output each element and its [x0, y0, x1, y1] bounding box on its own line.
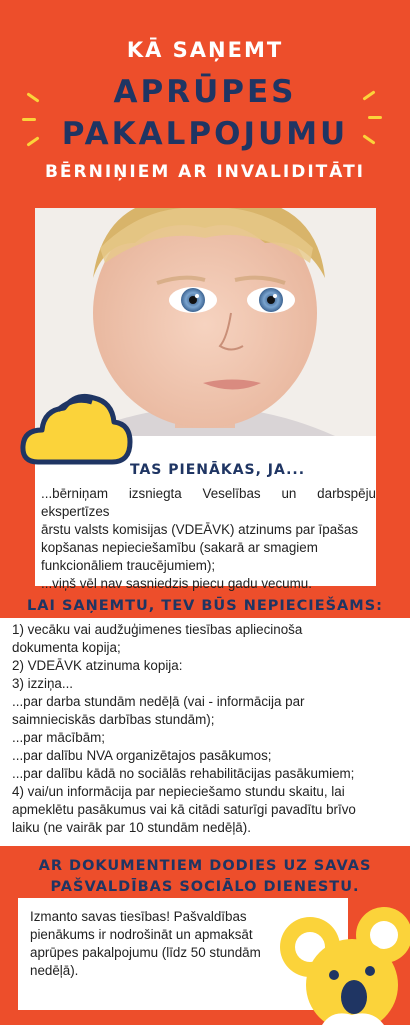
section2-line: ...par mācībām; — [12, 730, 106, 745]
section2-line: ...par dalību kādā no sociālās rehabilitācijas pasākumiem; — [12, 766, 355, 781]
section2-body — [12, 621, 402, 837]
title-line-1: KĀ SAŅEMT — [126, 38, 284, 62]
section1-line: ...bērniņam izsniegta Veselības un darbspēju ekspertīzes — [41, 486, 376, 519]
section1-line: kopšanas nepieciešamību (sakarā ar smagiem — [41, 540, 318, 555]
cloud-icon — [18, 390, 134, 470]
section2-line: ...par dalību NVA organizētajos pasākumos; — [12, 748, 272, 763]
section2-line: saimnieciskās darbības stundām); — [12, 712, 215, 727]
title-line-2: APRŪPES — [113, 74, 297, 110]
section2-heading: LAI SAŅEMTU, TEV BŪS NEPIECIEŠAMS: — [27, 598, 383, 614]
section4-line: pienākums ir nodrošināt un apmaksāt — [30, 927, 253, 942]
section3-heading-line2: PAŠVALDĪBAS SOCIĀLO DIENESTU. — [50, 879, 360, 895]
section2-line: 3) izziņa... — [12, 676, 74, 691]
section1-heading: TAS PIENĀKAS, JA... — [130, 462, 306, 478]
section1-line: funkcionāliem traucējumiem); — [41, 558, 216, 573]
section2-line: apmeklētu pasākumus vai kā citādi saturīgi pavadītu brīvo — [12, 802, 356, 817]
section1-line: ārstu valsts komisijas (VDEĀVK) atzinums par īpašas — [41, 522, 359, 537]
section2-line: dokumenta kopija; — [12, 640, 121, 655]
section3-heading-line1: AR DOKUMENTIEM DODIES UZ SAVAS — [38, 858, 372, 874]
section4-line: aprūpes pakalpojumu (līdz 50 stundām — [30, 945, 261, 960]
section2-line: 2) VDEĀVK atzinuma kopija: — [12, 658, 183, 673]
section2-line: laiku (ne vairāk par 10 stundām nedēļā). — [12, 820, 251, 835]
koala-icon — [272, 905, 410, 1025]
section2-line: 1) vecāku vai audžuģimenes tiesības apliecinoša — [12, 622, 303, 637]
section3-heading — [0, 856, 410, 898]
section1-body — [41, 485, 376, 593]
section2-line: ...par darba stundām nedēļā (vai - informācija par — [12, 694, 305, 709]
section1-line: ...viņš vēl nav sasniedzis piecu gadu vecumu. — [41, 576, 312, 591]
section2-line: 4) vai/un informācija par nepieciešamo stundu skaitu, lai — [12, 784, 345, 799]
section4-line: nedēļā). — [30, 963, 79, 978]
section4-line: Izmanto savas tiesības! Pašvaldības — [30, 909, 247, 924]
title-line-3: PAKALPOJUMU — [61, 116, 349, 152]
title-line-4: BĒRNIŅIEM AR INVALIDITĀTI — [44, 162, 366, 182]
